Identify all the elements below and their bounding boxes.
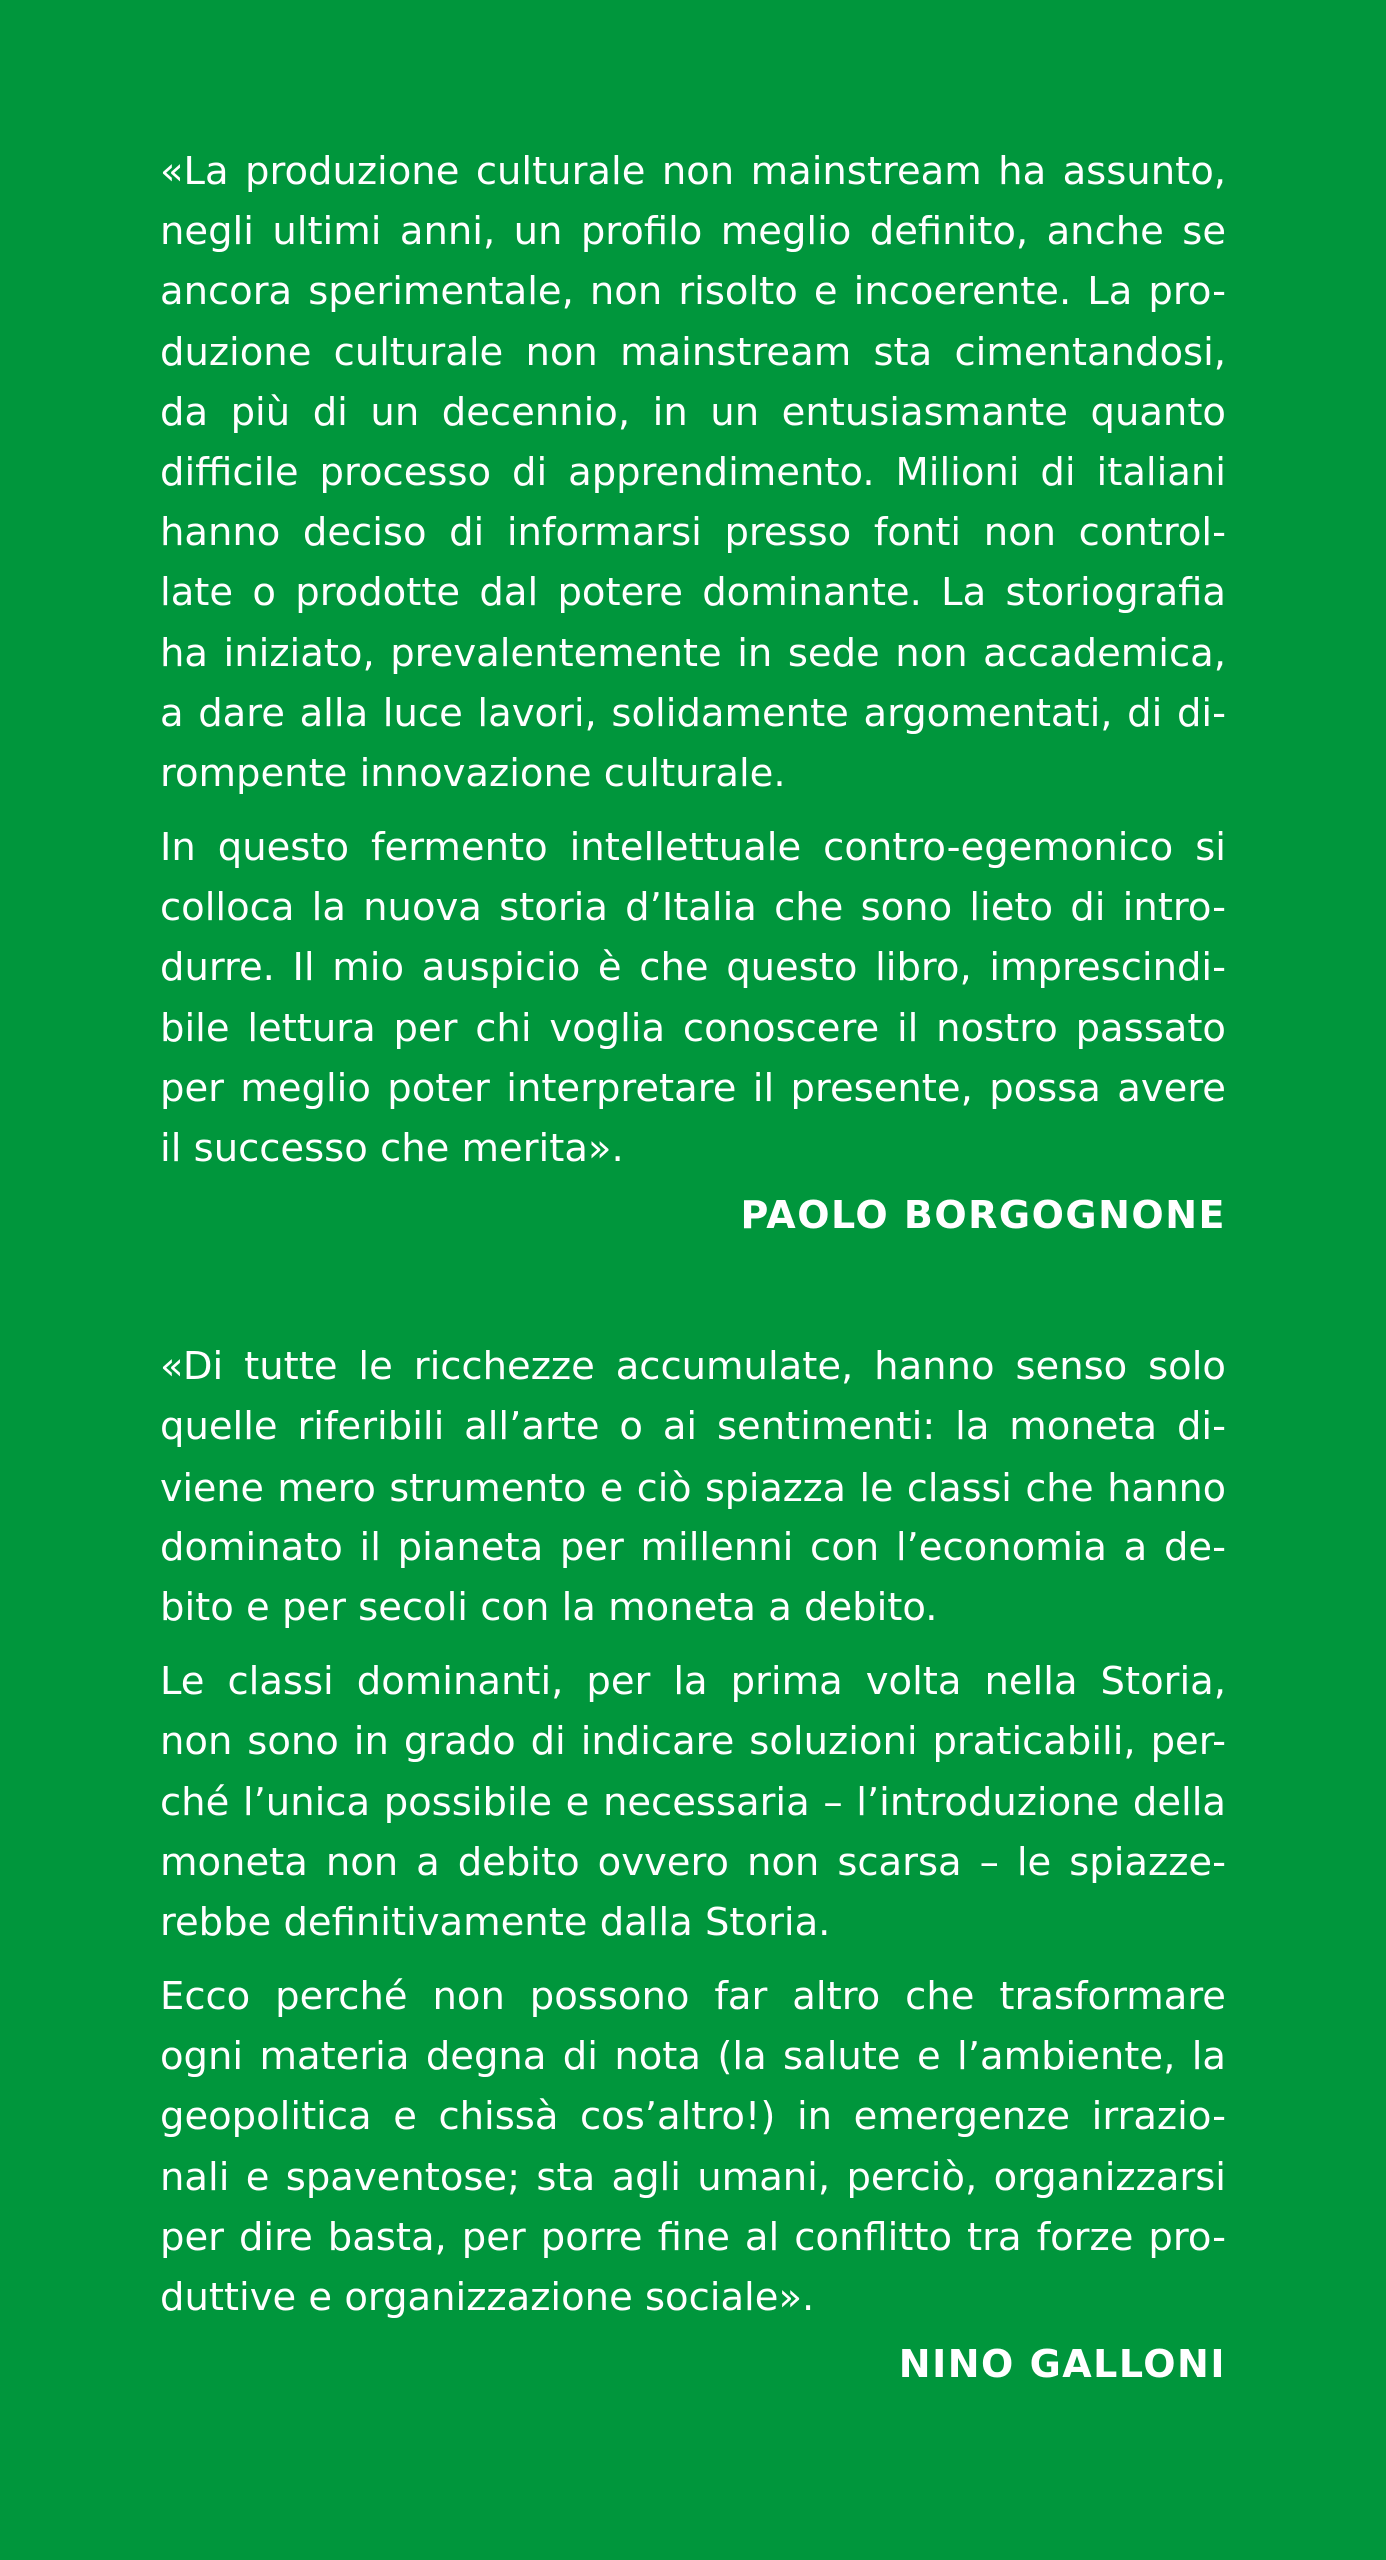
text-line: da più di un decennio, in un entusiasmante quanto [160,389,1226,435]
text-line: dominato il pianeta per millenni con l’economia a de- [160,1524,1226,1570]
text-line: late o prodotte dal potere dominante. La storiografia [160,570,1226,616]
quote-borgognone [160,142,1226,1245]
text-line: bile lettura per chi voglia conoscere il nostro passato [160,1005,1226,1051]
text-line: duzione culturale non mainstream sta cimentandosi, [160,329,1226,375]
text-line: rebbe definitivamente dalla Storia. [160,1899,831,1945]
text-line: «La produzione culturale non mainstream ha assunto, [160,149,1226,194]
text-line: ha iniziato, prevalentemente in sede non accademica, [160,630,1226,676]
quote-paragraph [160,1652,1226,1953]
text-line: hanno deciso di informarsi presso fonti non control- [160,510,1226,556]
text-line: duttive e organizzazione sociale». [160,2275,815,2320]
text-line: colloca la nuova storia d’Italia che sono lieto di intro- [160,885,1226,931]
text-line: negli ultimi anni, un profilo meglio definito, anche se [160,209,1226,255]
text-line: quelle riferibili all’arte o ai sentimenti: la moneta di- [160,1404,1226,1450]
quote-paragraph [160,142,1226,804]
quote-author: NINO GALLONI [898,2342,1226,2387]
text-line: viene mero strumento e ciò spiazza le classi che hanno [160,1465,1226,1510]
quote-paragraph [160,818,1226,1179]
text-line: per meglio poter interpretare il presente, possa avere [160,1065,1226,1111]
text-line: nali e spaventose; sta agli umani, perciò, organizzarsi [160,2154,1226,2200]
text-line: «Di tutte le ricchezze accumulate, hanno senso solo [160,1344,1226,1390]
text-line: Le classi dominanti, per la prima volta nella Storia, [160,1659,1226,1705]
text-line: ogni materia degna di nota (la salute e l’ambiente, la [160,2034,1226,2080]
quote-paragraph [160,1967,1226,2328]
text-line: a dare alla luce lavori, solidamente argomentati, di di- [160,690,1226,736]
text-line: non sono in grado di indicare soluzioni praticabili, per- [160,1719,1226,1765]
text-line: per dire basta, per porre fine al conflitto tra forze pro- [160,2214,1226,2260]
text-line: Ecco perché non possono far altro che trasformare [160,1974,1226,2020]
text-line: rompente innovazione culturale. [160,750,786,796]
quote-author: PAOLO BORGOGNONE [740,1193,1226,1238]
text-line: ché l’unica possibile e necessaria – l’introduzione della [160,1779,1226,1825]
back-cover-text [160,142,1226,2394]
text-line: il successo che merita». [160,1126,624,1171]
text-line: In questo fermento intellettuale contro-egemonico si [160,825,1226,871]
text-line: durre. Il mio auspicio è che questo libro, imprescindi- [160,945,1226,991]
text-line: geopolitica e chissà cos’altro!) in emergenze irrazio- [160,2094,1226,2140]
text-line: bito e per secoli con la moneta a debito. [160,1584,938,1630]
quote-paragraph [160,1337,1226,1638]
quote-galloni [160,1337,1226,2394]
text-line: difficile processo di apprendimento. Milioni di italiani [160,449,1226,495]
text-line: ancora sperimentale, non risolto e incoerente. La pro- [160,269,1226,315]
text-line: moneta non a debito ovvero non scarsa – le spiazze- [160,1839,1226,1885]
